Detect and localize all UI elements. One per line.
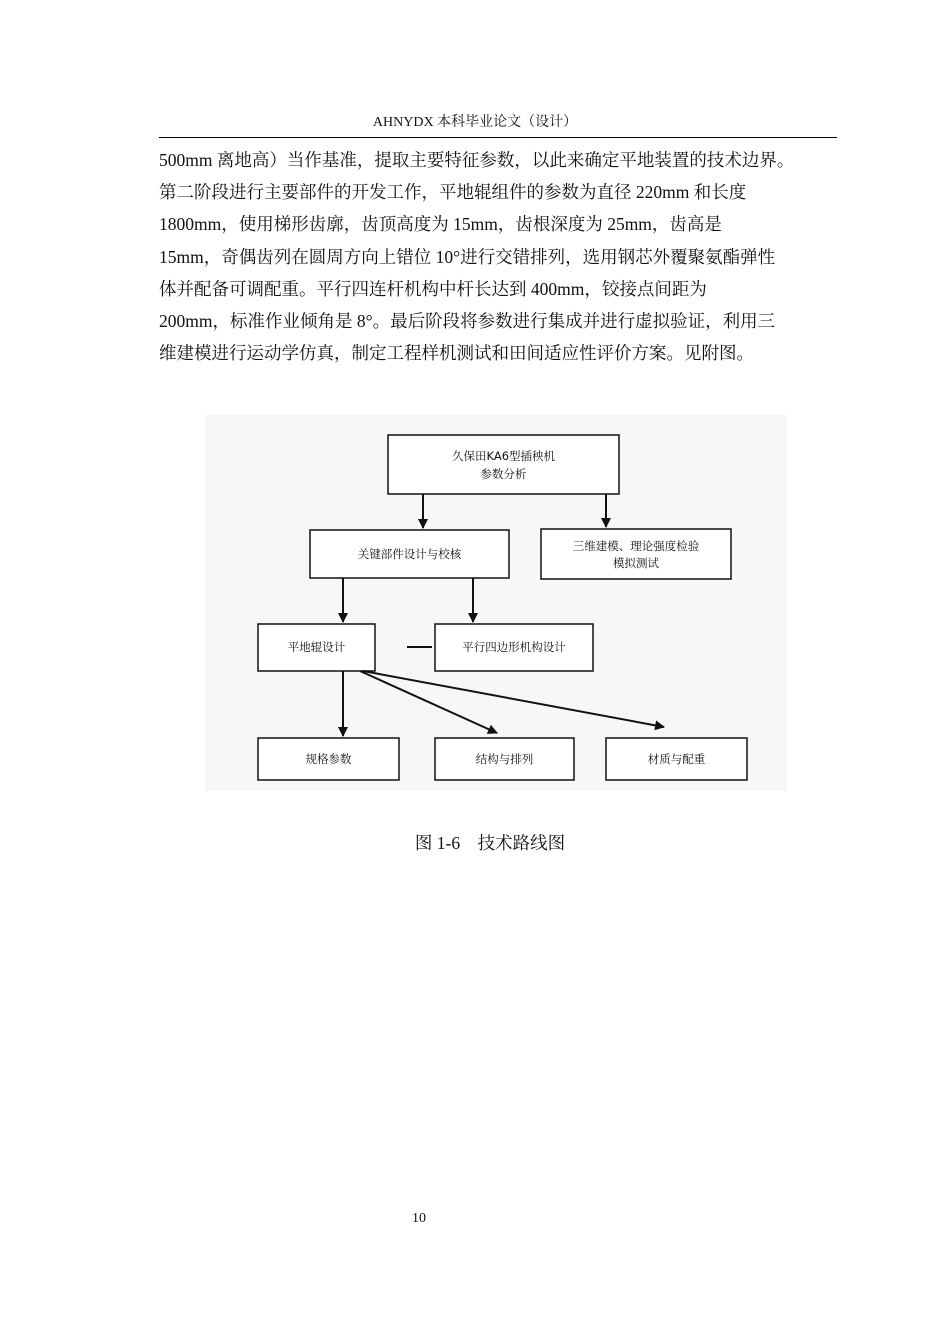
body-line: 第二阶段进行主要部件的开发工作，平地辊组件的参数为直径 220mm 和长度 — [159, 182, 747, 203]
label-roller: 平地辊设计 — [287, 640, 346, 654]
label-material: 材质与配重 — [647, 752, 706, 766]
body-paragraph — [159, 144, 849, 369]
body-line: 500mm 离地高）当作基准，提取主要特征参数，以此来确定平地装置的技术边界。 — [159, 150, 795, 170]
figure-caption: 图 1-6 技术路线图 — [414, 833, 566, 853]
diagram-canvas — [205, 415, 787, 791]
box-modeling — [541, 529, 731, 579]
box-analysis — [388, 435, 619, 494]
arrow-roller-to-structure — [360, 671, 497, 733]
label-key-design: 关键部件设计与校核 — [357, 547, 462, 561]
label-modeling-line2: 模拟测试 — [613, 556, 659, 570]
label-specs: 规格参数 — [305, 752, 352, 766]
label-analysis-line1: 久保田KA6型插秧机 — [451, 449, 556, 463]
body-line: 维建模进行运动学仿真，制定工程样机测试和田间适应性评价方案。见附图。 — [159, 343, 754, 364]
arrow-roller-to-material — [363, 671, 664, 727]
header-rule — [159, 137, 837, 138]
body-line: 1800mm，使用梯形齿廓，齿顶高度为 15mm，齿根深度为 25mm，齿高是 — [159, 214, 722, 235]
technical-route-diagram — [205, 415, 787, 791]
body-line: 200mm，标准作业倾角是 8°。最后阶段将参数进行集成并进行虚拟验证，利用三 — [159, 311, 776, 332]
label-structure: 结构与排列 — [475, 752, 534, 766]
label-analysis-line2: 参数分析 — [480, 467, 527, 481]
label-linkage: 平行四边形机构设计 — [462, 640, 566, 654]
label-modeling-line1: 三维建模、理论强度检验 — [572, 539, 700, 553]
page-number: 10 — [412, 1211, 426, 1226]
page-header: AHNYDX 本科毕业论文（设计） — [372, 115, 578, 130]
body-line: 体并配备可调配重。平行四连杆机构中杆长达到 400mm，铰接点间距为 — [159, 278, 707, 299]
body-line: 15mm，奇偶齿列在圆周方向上错位 10°进行交错排列，选用钢芯外覆聚氨酯弹性 — [159, 246, 776, 267]
